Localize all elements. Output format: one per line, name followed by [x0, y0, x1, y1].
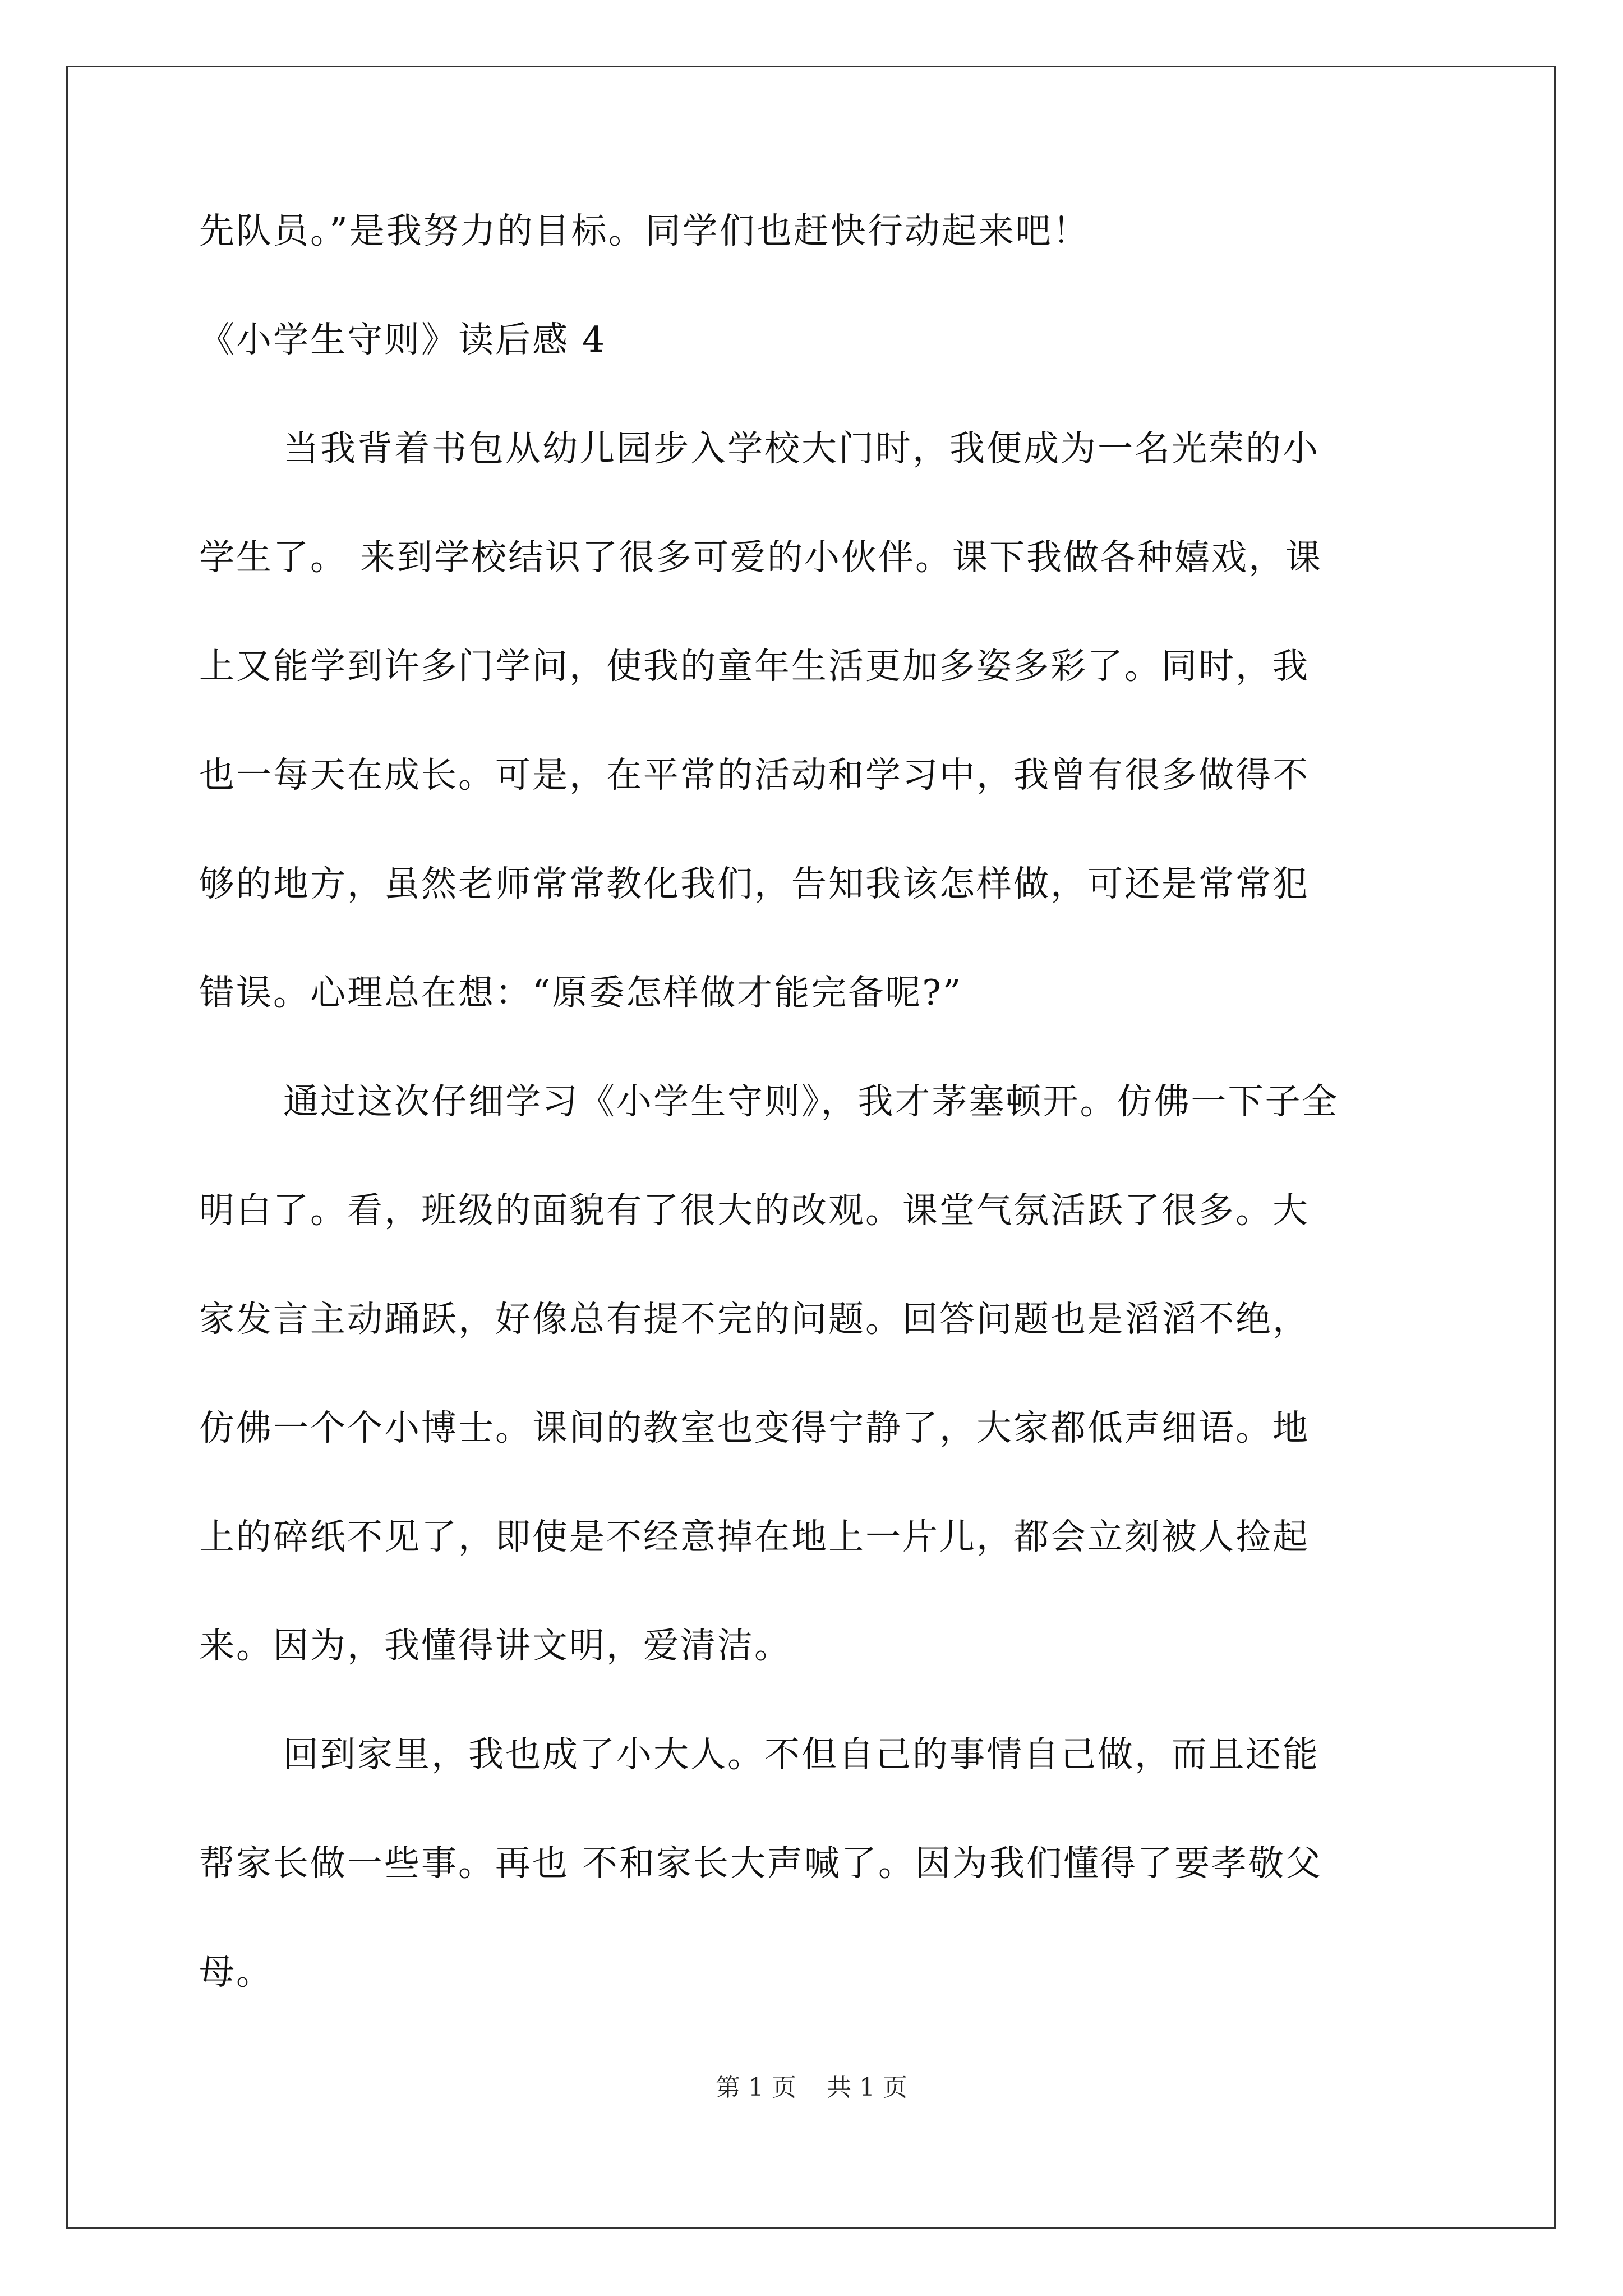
text-line: 家发言主动踊跃，好像总有提不完的问题。回答问题也是滔滔不绝，	[199, 1299, 1310, 1340]
text-line: 错误。心理总在想：“原委怎样做才能完备呢?”	[199, 972, 963, 1013]
text-line: 先队员。”是我努力的目标。同学们也赶快行动起来吧！	[199, 210, 1090, 251]
text-line: 上的碎纸不见了，即使是不经意掉在地上一片儿，都会立刻被人捡起	[199, 1516, 1310, 1557]
page-number: 第 1 页	[716, 2073, 796, 2102]
text-line: 也一每天在成长。可是，在平常的活动和学习中，我曾有很多做得不	[199, 754, 1310, 795]
text-line: 上又能学到许多门学问，使我的童年生活更加多姿多彩了。同时，我	[199, 646, 1310, 687]
paragraph-first-line: 当我背着书包从幼儿园步入学校大门时，我便成为一名光荣的小	[283, 428, 1320, 469]
text-line: 学生了。 来到学校结识了很多可爱的小伙伴。课下我做各种嬉戏，课	[199, 537, 1323, 578]
text-line: 来。因为，我懂得讲文明，爱清洁。	[199, 1625, 791, 1666]
text-line: 仿佛一个个小博士。课间的教室也变得宁静了，大家都低声细语。地	[199, 1407, 1310, 1448]
text-line: 够的地方，虽然老师常常教化我们，告知我该怎样做，可还是常常犯	[199, 863, 1310, 904]
section-heading: 《小学生守则》读后感 4	[199, 319, 607, 360]
paragraph-first-line: 通过这次仔细学习《小学生守则》，我才茅塞顿开。仿佛一下子全	[283, 1081, 1339, 1122]
paragraph-first-line: 回到家里，我也成了小大人。不但自己的事情自己做，而且还能	[283, 1734, 1320, 1775]
text-line: 明白了。看，班级的面貌有了很大的改观。课堂气氛活跃了很多。大	[199, 1190, 1310, 1231]
text-line: 母。	[199, 1952, 273, 1993]
text-line: 帮家长做一些事。再也 不和家长大声喊了。因为我们懂得了要孝敬父	[199, 1843, 1323, 1884]
document-body	[199, 210, 1433, 1993]
page-total: 共 1 页	[827, 2073, 907, 2102]
page-footer	[0, 2073, 1623, 2102]
